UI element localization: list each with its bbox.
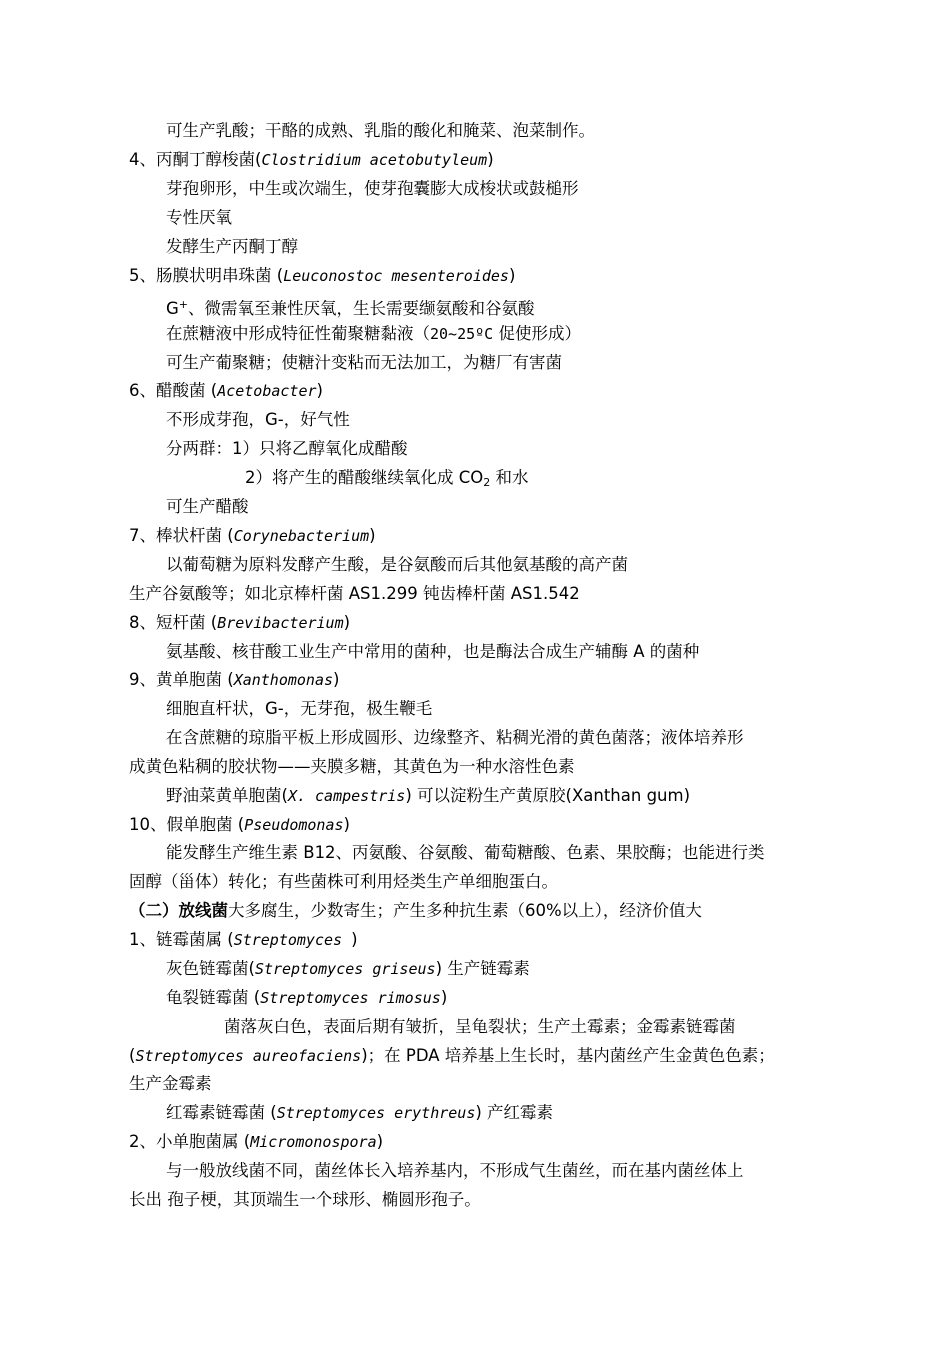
section-heading: 1、链霉菌属 (Streptomyces ) bbox=[129, 930, 358, 949]
text-line: 在蔗糖液中形成特征性葡聚糖黏液（20~25ºC 促使形成） bbox=[166, 324, 581, 343]
text-line: 2）将产生的醋酸继续氧化成 $CO_2$ 和水 bbox=[245, 468, 529, 489]
text-line: 分两群：1）只将乙醇氧化成醋酸 bbox=[166, 439, 408, 458]
latin-name: Streptomyces griseus bbox=[254, 960, 436, 978]
text-line: 能发酵生产维生素 B12、丙氨酸、谷氨酸、葡萄糖酸、色素、果胶酶；也能进行类 bbox=[166, 843, 765, 862]
section-heading: 7、棒状杆菌 (Corynebacterium) bbox=[129, 526, 376, 545]
latin-name: Streptomyces aureofaciens bbox=[135, 1047, 362, 1065]
text-line: 专性厌氧 bbox=[166, 208, 232, 227]
text-line: G+、微需氧至兼性厌氧，生长需要缬氨酸和谷氨酸 bbox=[166, 298, 535, 318]
text-line: 可生产乳酸；干酪的成熟、乳脂的酸化和腌菜、泡菜制作。 bbox=[166, 121, 595, 140]
latin-name: Pseudomonas bbox=[244, 816, 344, 834]
latin-name: Streptomyces bbox=[233, 931, 352, 949]
latin-name: Brevibacterium bbox=[217, 614, 344, 632]
text-line: 红霉素链霉菌 (Streptomyces erythreus) 产红霉素 bbox=[166, 1103, 554, 1122]
section-heading: 10、假单胞菌 (Pseudomonas) bbox=[129, 815, 350, 834]
section-heading: 8、短杆菌 (Brevibacterium) bbox=[129, 613, 351, 632]
text-line: 可生产葡聚糖；使糖汁变粘而无法加工，为糖厂有害菌 bbox=[166, 353, 562, 372]
section-heading: 6、醋酸菌 (Acetobacter) bbox=[129, 381, 323, 400]
text-line: 与一般放线菌不同，菌丝体长入培养基内，不形成气生菌丝，而在基内菌丝体上 bbox=[166, 1161, 744, 1180]
section-heading: 2、小单胞菌属 (Micromonospora) bbox=[129, 1132, 384, 1151]
latin-name: Clostridium acetobutyleum bbox=[261, 151, 488, 169]
section-heading: 5、肠膜状明串珠菌 (Leuconostoc mesenteroides) bbox=[129, 266, 516, 285]
text-line: (Streptomyces aureofaciens)；在 PDA 培养基上生长时，基内菌丝产生金黄色色素； bbox=[129, 1046, 775, 1065]
chapter-heading: （二）放线菌大多腐生，少数寄生；产生多种抗生素（60%以上），经济价值大 bbox=[129, 901, 702, 920]
text-line: 细胞直杆状，G-，无芽孢，极生鞭毛 bbox=[166, 699, 433, 718]
text-line: 以葡萄糖为原料发酵产生酸，是谷氨酸而后其他氨基酸的高产菌 bbox=[166, 555, 628, 574]
text-line: 龟裂链霉菌 (Streptomyces rimosus) bbox=[166, 988, 448, 1007]
text-line: 固醇（甾体）转化；有些菌株可利用烃类生产单细胞蛋白。 bbox=[129, 872, 558, 891]
text-line: 生产谷氨酸等；如北京棒杆菌 AS1.299 钝齿棒杆菌 AS1.542 bbox=[129, 584, 580, 603]
text-line: 生产金霉素 bbox=[129, 1074, 212, 1093]
latin-name: X. campestris bbox=[287, 787, 406, 805]
text-line: 不形成芽孢，G-，好气性 bbox=[166, 410, 350, 429]
text-line: 菌落灰白色，表面后期有皱折，呈龟裂状；生产土霉素；金霉素链霉菌 bbox=[224, 1017, 736, 1036]
text-line: 在含蔗糖的琼脂平板上形成圆形、边缘整齐、粘稠光滑的黄色菌落；液体培养形 bbox=[166, 728, 744, 747]
latin-name: Micromonospora bbox=[250, 1133, 377, 1151]
latin-name: Streptomyces erythreus bbox=[276, 1104, 476, 1122]
text-line: 野油菜黄单胞菌(X. campestris) 可以淀粉生产黄原胶(Xanthan gum) bbox=[166, 786, 691, 805]
section-heading: 9、黄单胞菌 (Xanthomonas) bbox=[129, 670, 340, 689]
text-line: 芽孢卵形，中生或次端生，使芽孢囊膨大成梭状或鼓槌形 bbox=[166, 179, 579, 198]
text-line: 灰色链霉菌(Streptomyces griseus) 生产链霉素 bbox=[166, 959, 530, 978]
latin-name: Acetobacter bbox=[217, 382, 317, 400]
latin-name: Leuconostoc mesenteroides bbox=[283, 267, 509, 285]
section-heading: 4、丙酮丁醇梭菌(Clostridium acetobutyleum) bbox=[129, 150, 494, 169]
text-line: 长出 孢子梗，其顶端生一个球形、椭圆形孢子。 bbox=[129, 1190, 481, 1209]
text-line: 成黄色粘稠的胶状物——夹膜多糖，其黄色为一种水溶性色素 bbox=[129, 757, 575, 776]
text-line: 可生产醋酸 bbox=[166, 497, 249, 516]
latin-name: Xanthomonas bbox=[233, 671, 334, 689]
text-line: 发酵生产丙酮丁醇 bbox=[166, 237, 298, 256]
latin-name: Corynebacterium bbox=[233, 527, 370, 545]
latin-name: Streptomyces rimosus bbox=[260, 989, 441, 1007]
text-line: 氨基酸、核苷酸工业生产中常用的菌种，也是酶法合成生产辅酶 A 的菌种 bbox=[166, 642, 700, 661]
